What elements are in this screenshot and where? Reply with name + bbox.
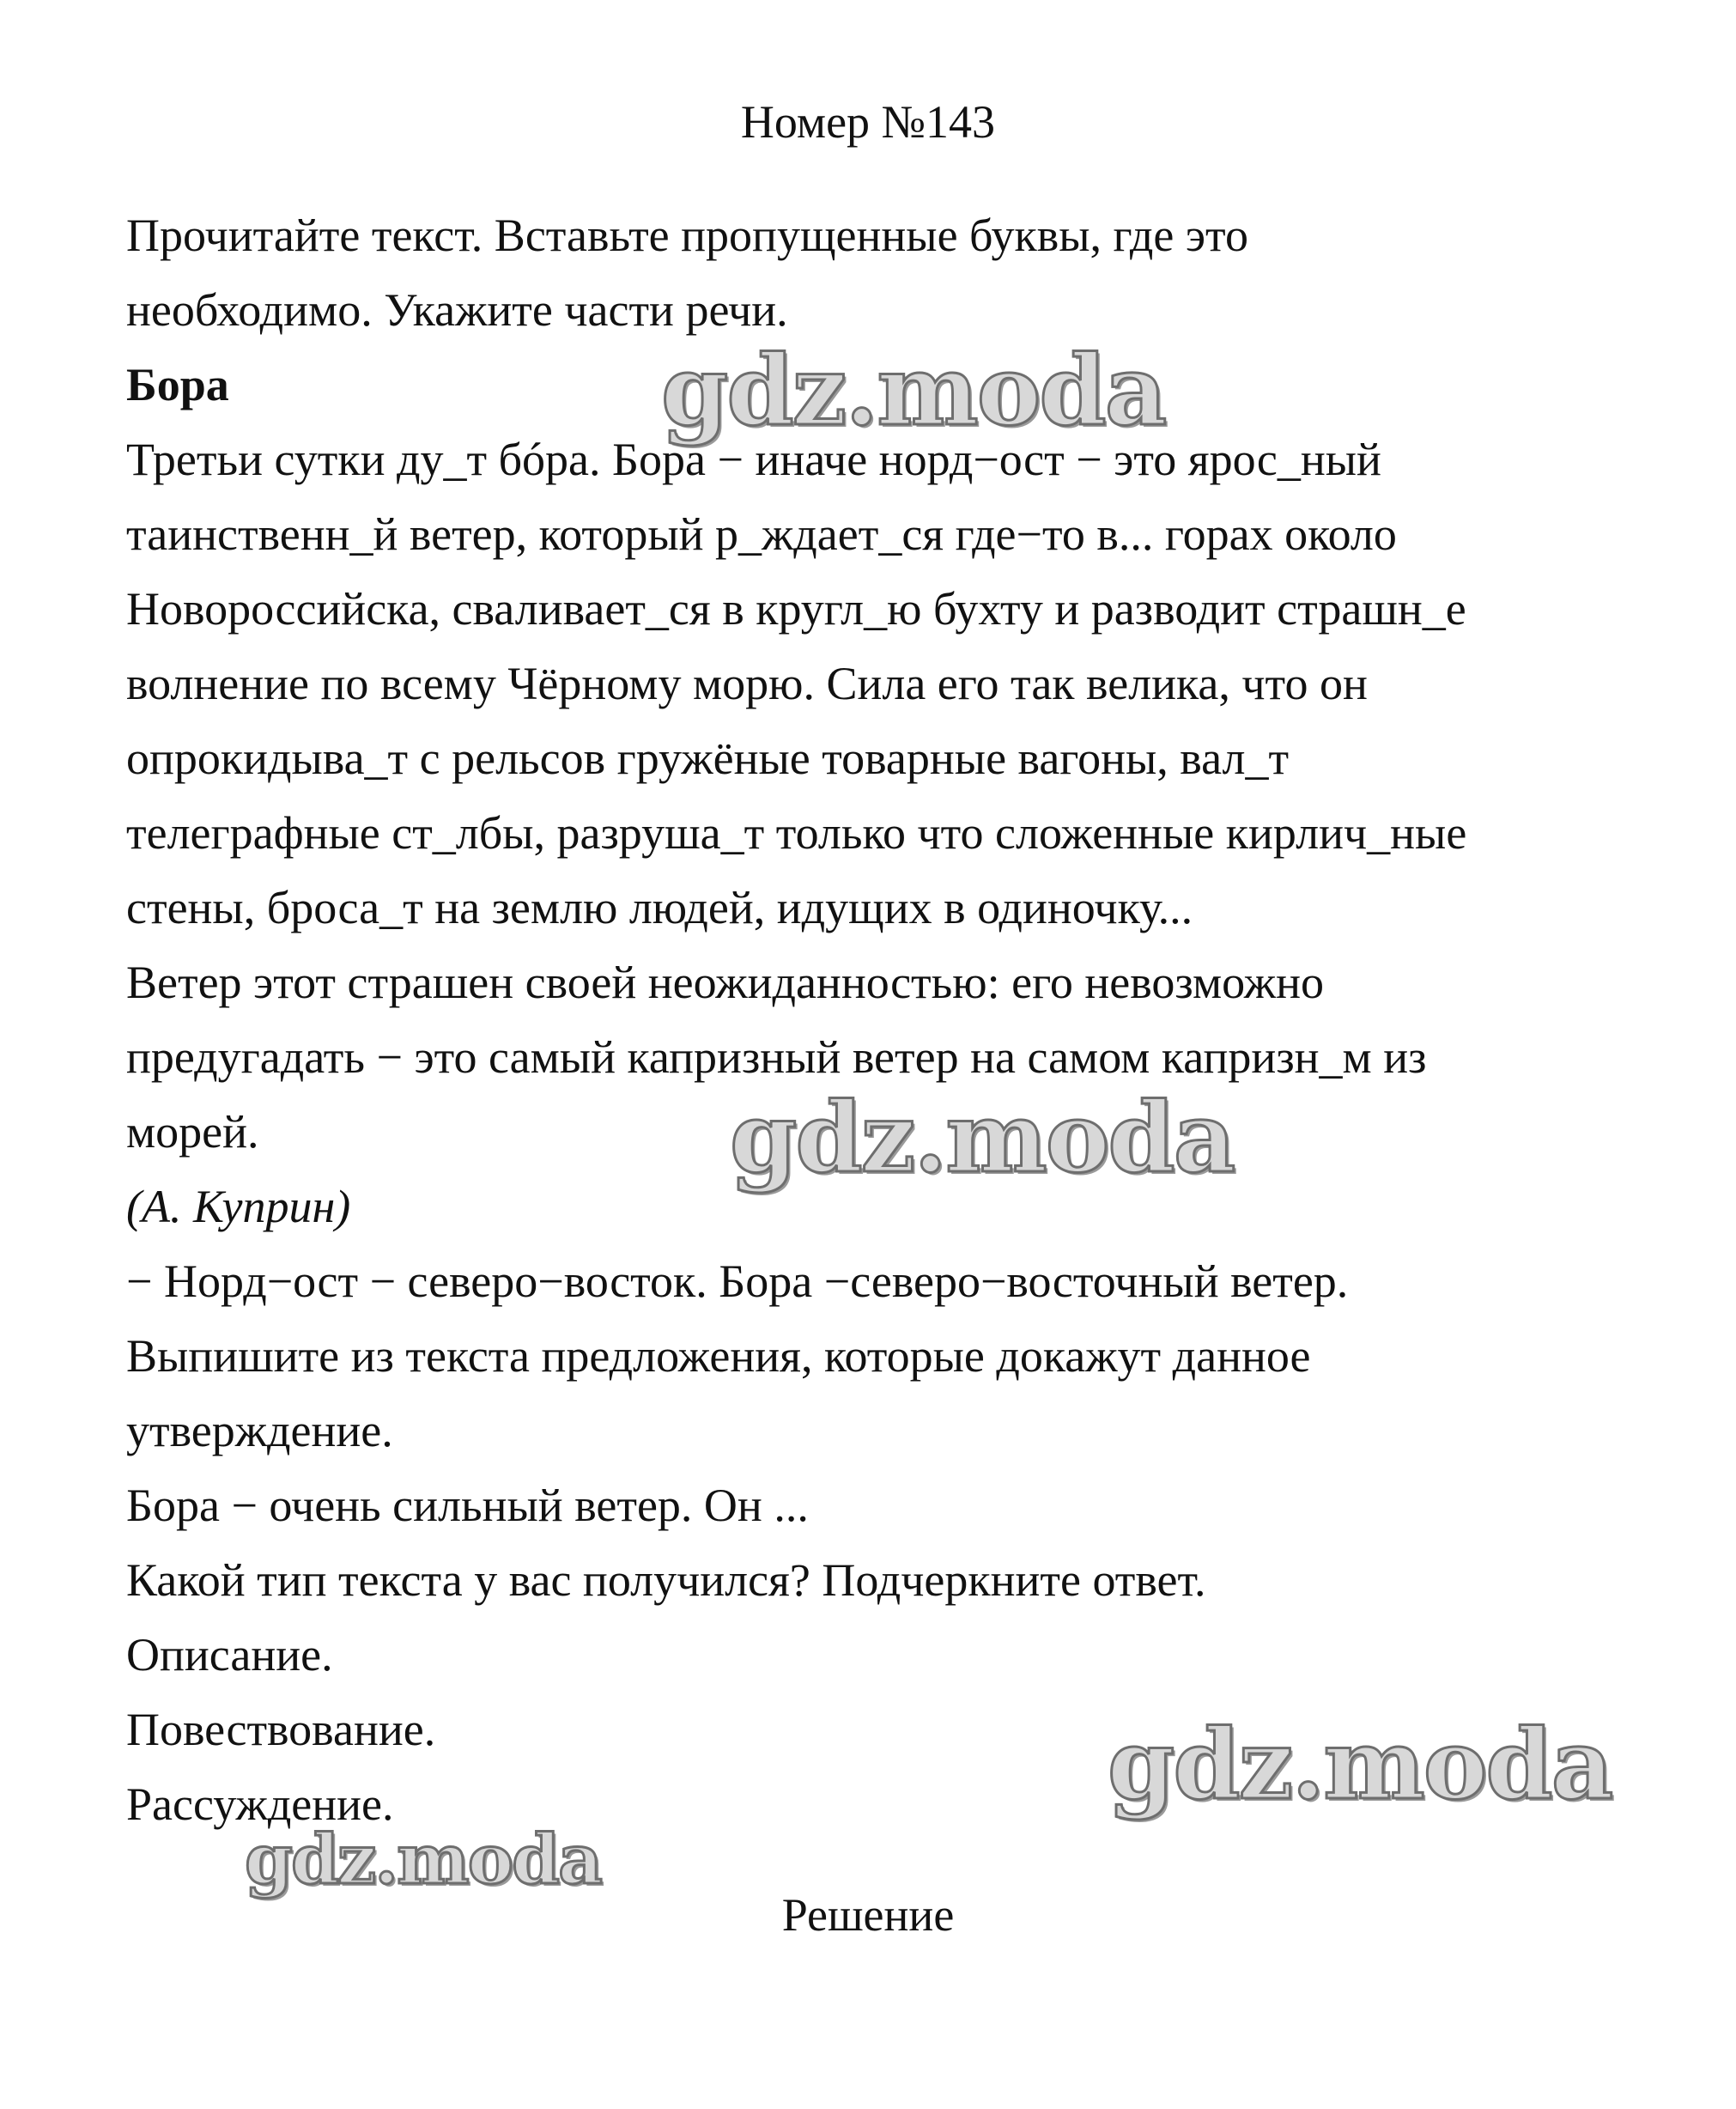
watermark-logo: gdz.moda	[661, 335, 1166, 447]
text-line: телеграфные ст_лбы, разруша_т только что сложенные кирлич_ные	[126, 807, 1467, 859]
answer-option: Рассуждение.	[126, 1778, 394, 1830]
text-line: Выпишите из текста предложения, которые докажут данное	[126, 1330, 1311, 1382]
text-line: Третьи сутки ду_т бóра. Бора − иначе норд−ост − это ярос_ный	[126, 434, 1381, 485]
text-heading: Бора	[126, 359, 229, 410]
text-line: стены, броса_т на землю людей, идущих в одиночку...	[126, 882, 1193, 933]
text-line: Прочитайте текст. Вставьте пропущенные буквы, где это	[126, 210, 1248, 261]
text-line: Новороссийска, сваливает_ся в кругл_ю бухту и разводит страшн_е	[126, 583, 1466, 635]
watermark-logo: gdz.moda	[245, 1819, 601, 1899]
text-line: утверждение.	[126, 1405, 393, 1456]
answer-option: Повествование.	[126, 1704, 436, 1755]
text-author: (А. Куприн)	[126, 1181, 351, 1232]
text-line: Какой тип текста у вас получился? Подчеркните ответ.	[126, 1554, 1206, 1606]
text-line: Бора − очень сильный ветер. Он ...	[126, 1480, 809, 1531]
solution-heading: Решение	[781, 1889, 955, 1941]
text-line: таинственн_й ветер, который р_ждает_ся где−то в... горах около	[126, 508, 1397, 560]
text-line: предугадать − это самый капризный ветер на самом капризн_м из	[126, 1031, 1427, 1083]
answer-option: Описание.	[126, 1629, 333, 1681]
text-line: волнение по всему Чёрному морю. Сила его так велика, что он	[126, 658, 1368, 709]
text-line: необходимо. Укажите части речи.	[126, 284, 788, 336]
watermark-logo: gdz.moda	[1108, 1709, 1612, 1821]
text-line: Ветер этот страшен своей неожиданностью: его невозможно	[126, 957, 1324, 1008]
text-line: морей.	[126, 1106, 259, 1158]
text-line: опрокидыва_т с рельсов гружёные товарные вагоны, вал_т	[126, 732, 1290, 784]
text-line: − Норд−ост − северо−восток. Бора −северо−восточный ветер.	[126, 1255, 1349, 1307]
page-title: Номер №143	[740, 96, 996, 148]
watermark-logo: gdz.moda	[730, 1082, 1235, 1194]
